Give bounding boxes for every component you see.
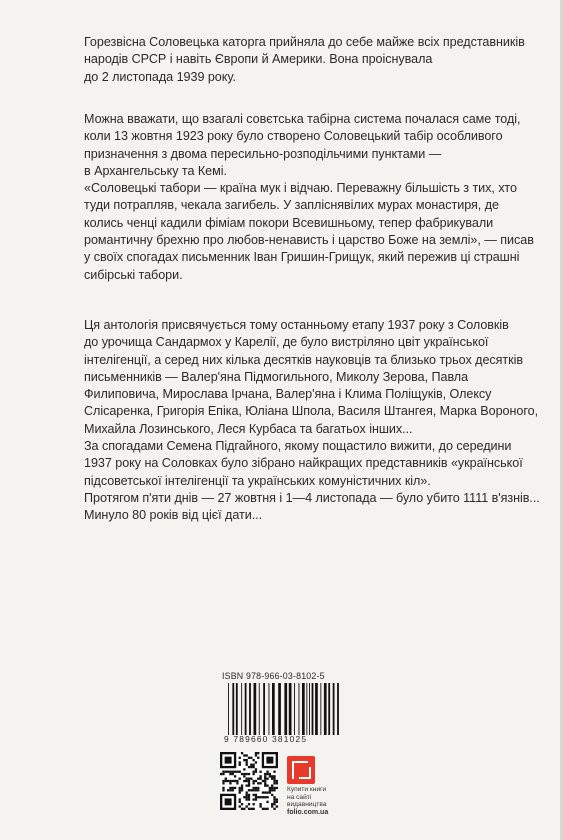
text-line: Ця антологія присвячується тому останньому етапу 1937 року з Соловків xyxy=(84,318,509,332)
text-line: народів СРСР і навіть Європи й Америки. Вона проіснувала xyxy=(84,52,433,67)
publisher-caption xyxy=(287,786,347,816)
paragraph-history xyxy=(84,111,534,284)
text-line: Горезвісна Соловецька каторга прийняла до себе майже всіх представників xyxy=(84,35,525,49)
text-line: романтичну брехню про любов-ненависть і царство Боже на землі», — писав xyxy=(84,233,534,248)
text-line: призначення з двома пересильно-розподільчими пунктами — xyxy=(84,146,442,161)
paragraph-anthology xyxy=(84,317,540,525)
barcode-digits: 9 789660 381025 xyxy=(224,734,308,744)
text-line: Слісаренка, Григорія Епіка, Юліана Шпола, Василя Штангея, Марка Вороного, xyxy=(84,404,539,419)
text-line: до урочища Сандармох у Карелії, де було вистріляно цвіт української xyxy=(84,335,489,350)
text-line: підсоветської інтелігенції та українських комуністичних кіл». xyxy=(84,473,431,488)
text-line: «Соловецькі табори — країна мук і відчаю. Переважну більшість з тих, хто xyxy=(84,181,517,196)
text-line: в Архангельську та Кемі. xyxy=(84,163,227,178)
publisher-caption-line-3: видавництва xyxy=(287,801,327,809)
publisher-caption-line-2: на сайті xyxy=(287,793,312,801)
qr-code-icon xyxy=(220,752,278,810)
barcode-bars xyxy=(224,683,370,735)
text-line: інтелігенції, а серед них кілька десятків науковців та близько трьох десятків xyxy=(84,352,523,367)
paragraph-intro xyxy=(84,34,534,86)
isbn-barcode xyxy=(224,671,370,747)
text-line: Минуло 80 років від цієї дати... xyxy=(84,508,263,523)
text-line: до 2 листопада 1939 року. xyxy=(84,69,236,84)
publisher-caption-line-1: Купити книги xyxy=(287,786,327,793)
publisher-logo-icon xyxy=(287,756,315,784)
text-line: 1937 року на Соловках було зібрано найкращих представників «української xyxy=(84,456,523,471)
text-line: коли 13 жовтня 1923 року було створено Соловецький табір особливого xyxy=(84,129,503,144)
text-line: письменників — Валер'яна Підмогильного, Миколу Зерова, Павла xyxy=(84,369,469,384)
publisher-url: folio.com.ua xyxy=(287,808,329,816)
text-line: туди потрапляв, чекала загибель. У запліснявілих мурах монастиря, де xyxy=(84,198,499,213)
text-line: Михайла Лозинського, Леся Курбаса та багатьох інших... xyxy=(84,421,413,436)
text-line: Протягом п'яти днів — 27 жовтня і 1—4 листопада — було убито 1111 в'язнів... xyxy=(84,490,540,505)
text-line: Можна вважати, що взагалі совєтська табірна система почалася саме тоді, xyxy=(84,112,521,126)
isbn-label: ISBN 978-966-03-8102-5 xyxy=(222,671,325,681)
text-line: Филиповича, Мирослава Ірчана, Валер'яна і Клима Поліщуків, Олексу xyxy=(84,387,492,402)
text-line: За спогадами Семена Підгайного, якому пощастило вижити, до середини xyxy=(84,439,512,454)
text-line: у своїх спогадах письменник Іван Гришин-Грищук, який пережив ці страшні xyxy=(84,250,520,265)
text-line: колись ченці кадили фіміам покори Всевишньому, тепер фабрикували xyxy=(84,215,494,230)
text-line: сибірські табори. xyxy=(84,267,183,282)
